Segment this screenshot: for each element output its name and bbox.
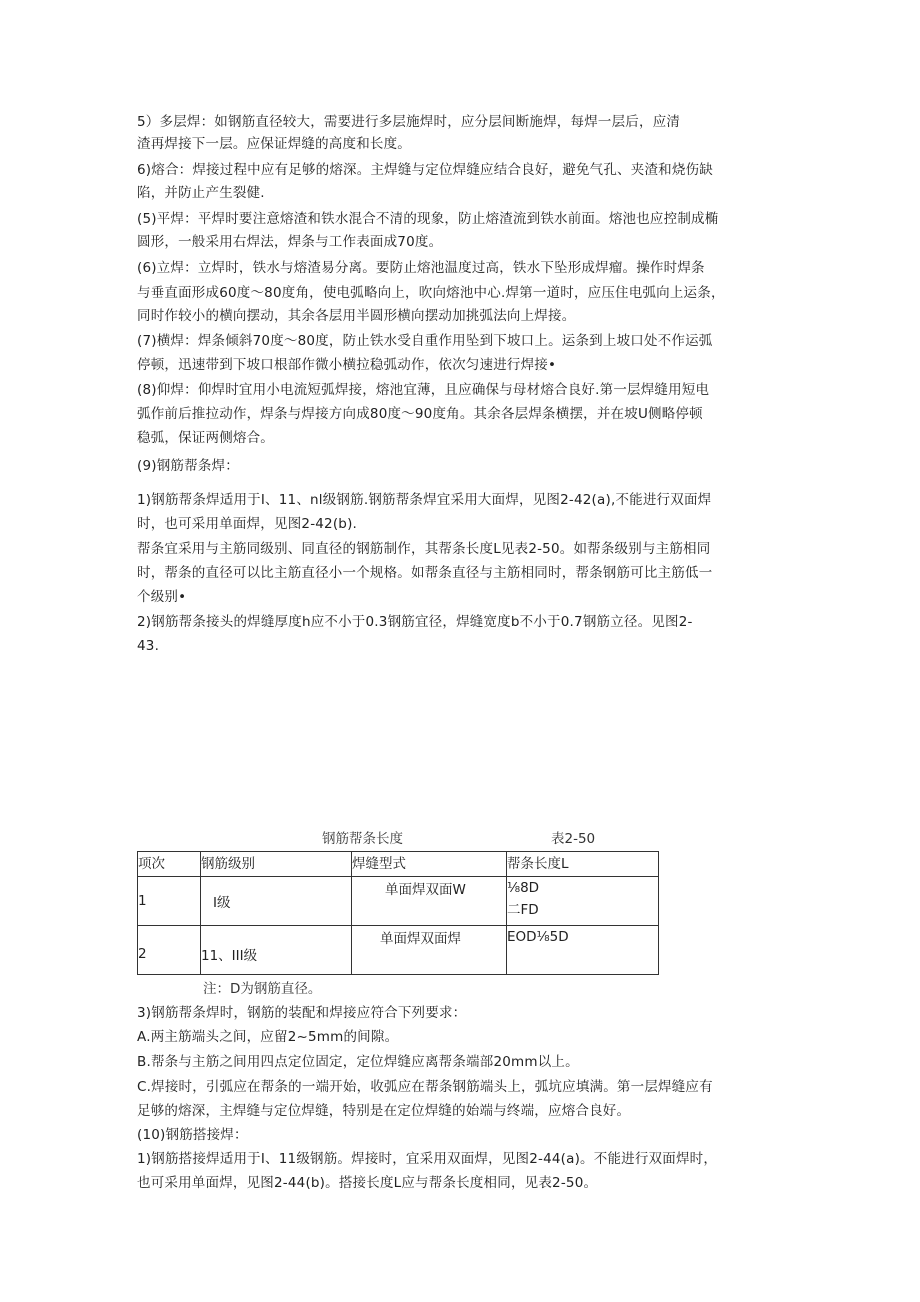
paragraph-line: 与垂直面形成60度～80度角，使电弧略向上，吹向熔池中心.焊第一道时，应压住电弧向上运条， <box>137 285 725 301</box>
length-value-line: EOD⅛5D <box>507 929 569 945</box>
paragraph-line: 时，也可采用单面焊，见图2-42(b). <box>137 516 358 532</box>
paragraph-line: 足够的熔深，主焊缝与定位焊缝，特别是在定位焊缝的始端与终端，应熔合良好。 <box>137 1103 631 1119</box>
paragraph-line: 陷，并防止产生裂健. <box>137 185 265 201</box>
length-value-line: ⅛8D <box>507 880 540 896</box>
paragraph-line: 5）多层焊：如钢筋直径较大，需要进行多层施焊时，应分层间断施焊，每焊一层后，应清 <box>137 114 681 130</box>
paragraph-line: (8)仰焊：仰焊时宜用小电流短弧焊接，熔池宜薄，且应确保与母材熔合良好.第一层焊缝用短电 <box>137 382 710 398</box>
table-row <box>138 877 659 926</box>
table-row <box>138 926 659 975</box>
paragraph-line: 2)钢筋帮条接头的焊缝厚度h应不小于0.3钢筋宜径，焊缝宽度b不小于0.7钢筋立径。见图2- <box>137 614 693 630</box>
paragraph-line: 1)钢筋帮条焊适用于I、11、nl级钢筋.钢筋帮条焊宜采用大面焊，见图2-42(a),不能进行双面焊 <box>137 492 712 508</box>
paragraph-line: 1)钢筋搭接焊适用于I、11级钢筋。焊接时，宜采用双面焊，见图2-44(a)。不能进行双面焊时， <box>137 1151 718 1167</box>
table-title: 钢筋帮条长度 <box>322 831 403 847</box>
row-index-cell <box>138 877 201 926</box>
section-heading: (9)钢筋帮条焊： <box>137 458 239 474</box>
grade-cell <box>201 877 352 926</box>
paragraph-line: 个级别• <box>137 589 187 605</box>
header-grade: 钢筋级别 <box>201 852 352 877</box>
paragraph-line: 圆形，一般采用右焊法，焊条与工作表面成70度。 <box>137 234 443 250</box>
row-index: 2 <box>138 946 147 962</box>
paragraph-line: (7)横焊：焊条倾斜70度～80度，防止铁水受自重作用坠到下坡口上。运条到上坡口处不作运弧 <box>137 333 713 349</box>
row-index-cell <box>138 926 201 975</box>
grade-value: I级 <box>213 895 231 911</box>
header-weld-type: 焊缝型式 <box>352 852 507 877</box>
paragraph-line: 帮条宜采用与主筋同级别、同直径的钢筋制作，其帮条长度L见表2-50。如帮条级别与主筋相同 <box>137 541 711 557</box>
grade-value: 11、III级 <box>201 948 258 964</box>
section-heading: (10)钢筋搭接焊： <box>137 1127 248 1143</box>
paragraph-line: 也可采用单面焊，见图2-44(b)。搭接长度L应与帮条长度相同，见表2-50。 <box>137 1175 598 1191</box>
weld-type-cell <box>352 877 507 926</box>
paragraph-line: 同时作较小的横向摆动，其余各层用半圆形横向摆动加挑弧法向上焊接。 <box>137 308 576 324</box>
paragraph-line: (6)立焊：立焊时，铁水与熔渣易分离。要防止熔池温度过高，铁水下坠形成焊瘤。操作时焊条 <box>137 260 705 276</box>
length-cell <box>507 926 659 975</box>
paragraph-line: 渣再焊接下一层。应保证焊缝的高度和长度。 <box>137 136 411 152</box>
paragraph-line: 稳弧，保证两侧熔合。 <box>137 430 274 446</box>
paragraph-line: B.帮条与主筋之间用四点定位固定，定位焊缝应离帮条端部20mm以上。 <box>137 1054 579 1070</box>
rebar-splice-length-table <box>137 851 659 975</box>
row-index: 1 <box>138 893 147 909</box>
length-value-line: 二FD <box>507 902 539 918</box>
table-note: 注：D为钢筋直径。 <box>203 981 322 997</box>
paragraph-line: A.两主筋端头之间，应留2~5mm的间隙。 <box>137 1029 399 1045</box>
paragraph-line: 时，帮条的直径可以比主筋直径小一个规格。如帮条直径与主筋相同时，帮条钢筋可比主筋低一 <box>137 565 713 581</box>
header-index: 项次 <box>138 852 201 877</box>
paragraph-line: (5)平焊：平焊时要注意熔渣和铁水混合不清的现象，防止熔渣流到铁水前面。熔池也应控制成椭 <box>137 211 719 227</box>
paragraph-line: 43. <box>137 638 160 654</box>
grade-cell <box>201 926 352 975</box>
paragraph-line: 3)钢筋帮条焊时，钢筋的装配和焊接应符合下列要求： <box>137 1005 467 1021</box>
paragraph-line: 停顿，迅速带到下坡口根部作微小横拉稳弧动作，依次匀速进行焊接• <box>137 357 557 373</box>
table-header-row <box>138 852 659 877</box>
table-number: 表2-50 <box>551 831 596 847</box>
weld-type-value: 单面焊双面焊 <box>380 931 461 947</box>
length-cell <box>507 877 659 926</box>
header-length: 帮条长度L <box>507 852 659 877</box>
paragraph-line: 6)熔合：焊接过程中应有足够的熔深。主焊缝与定位焊缝应结合良好，避免气孔、夹渣和烧伤缺 <box>137 162 713 178</box>
paragraph-line: 弧作前后推拉动作，焊条与焊接方向成80度～90度角。其余各层焊条横摆，并在坡U侧略停顿 <box>137 406 703 422</box>
paragraph-line: C.焊接时，引弧应在帮条的一端开始，收弧应在帮条钢筋端头上，弧坑应填满。第一层焊缝应有 <box>137 1079 713 1095</box>
weld-type-value: 单面焊双面W <box>385 882 466 898</box>
weld-type-cell <box>352 926 507 975</box>
